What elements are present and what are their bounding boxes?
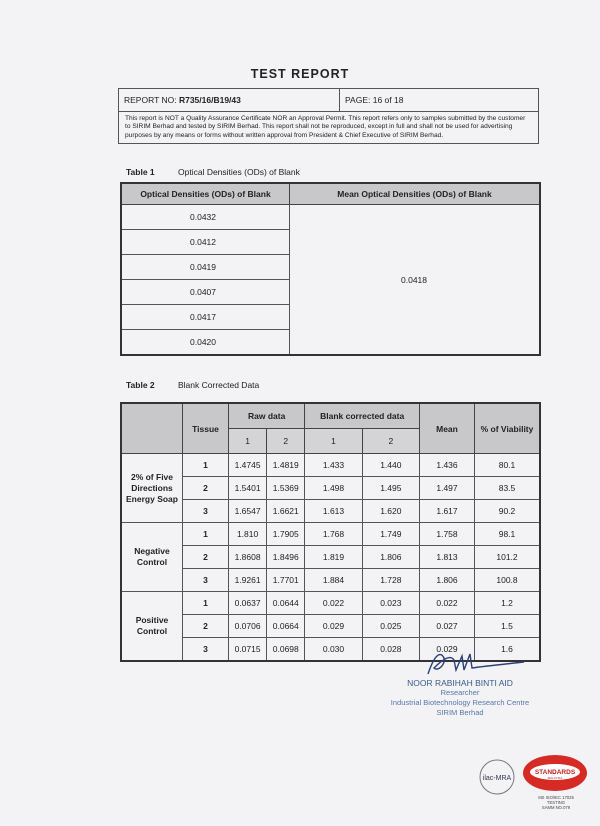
- standards-logo-text: STANDARDS: [534, 769, 576, 776]
- tissue-number: 1: [183, 592, 229, 615]
- blank-od-table: [120, 182, 541, 356]
- raw-value-1: 0.0715: [229, 638, 267, 662]
- table2-row: [121, 569, 540, 592]
- viability-value: 98.1: [475, 523, 541, 546]
- blank-od-value: 0.0419: [121, 255, 290, 280]
- tissue-number: 3: [183, 638, 229, 662]
- viability-value: 100.8: [475, 569, 541, 592]
- viability-value: 83.5: [475, 477, 541, 500]
- raw-value-1: 0.0706: [229, 615, 267, 638]
- raw-value-2: 1.4819: [267, 454, 305, 477]
- page-number: PAGE: 16 of 18: [340, 89, 539, 112]
- sample-group-label: 2% of Five Directions Energy Soap: [121, 454, 183, 523]
- tissue-number: 2: [183, 546, 229, 569]
- table2-header-mean: Mean: [420, 403, 475, 454]
- mean-value: 1.813: [420, 546, 475, 569]
- blank-corrected-2: 1.495: [362, 477, 419, 500]
- blank-od-value: 0.0417: [121, 305, 290, 330]
- blank-od-value: 0.0432: [121, 205, 290, 230]
- raw-value-1: 1.4745: [229, 454, 267, 477]
- accreditation-number: SAMM NO.079: [541, 805, 571, 810]
- table2-body: [121, 454, 540, 662]
- raw-value-2: 1.5369: [267, 477, 305, 500]
- raw-value-2: 1.7905: [267, 523, 305, 546]
- table2-row: [121, 615, 540, 638]
- report-number-label: REPORT NO:: [124, 95, 177, 105]
- raw-value-1: 1.5401: [229, 477, 267, 500]
- blank-od-value: 0.0407: [121, 280, 290, 305]
- viability-value: 1.5: [475, 615, 541, 638]
- blank-corrected-2: 0.028: [362, 638, 419, 662]
- raw-value-1: 1.6547: [229, 500, 267, 523]
- table2-row: [121, 454, 540, 477]
- blank-od-value: 0.0412: [121, 230, 290, 255]
- table2-header-raw-1: 1: [229, 429, 267, 454]
- table2-header-blank: Blank corrected data: [305, 403, 420, 429]
- table2-row: [121, 477, 540, 500]
- viability-value: 101.2: [475, 546, 541, 569]
- report-header-table: [118, 88, 539, 144]
- tissue-number: 3: [183, 500, 229, 523]
- signature-block: [360, 648, 560, 718]
- accreditation-standard: MS ISO/IEC 17025: [538, 795, 574, 800]
- mean-value: 0.027: [420, 615, 475, 638]
- table1-row: [121, 205, 540, 230]
- raw-value-2: 0.0698: [267, 638, 305, 662]
- blank-corrected-1: 1.884: [305, 569, 362, 592]
- blank-corrected-1: 0.030: [305, 638, 362, 662]
- table2-row: [121, 500, 540, 523]
- raw-value-1: 0.0637: [229, 592, 267, 615]
- table1-header-od: Optical Densities (ODs) of Blank: [121, 183, 290, 205]
- blank-corrected-1: 1.613: [305, 500, 362, 523]
- raw-value-2: 0.0664: [267, 615, 305, 638]
- table2-header-viability: % of Viability: [475, 403, 541, 454]
- standards-logo-subtext: MALAYSIA: [547, 776, 563, 780]
- blank-corrected-2: 1.749: [362, 523, 419, 546]
- tissue-number: 1: [183, 523, 229, 546]
- viability-value: 1.2: [475, 592, 541, 615]
- report-notice: This report is NOT a Quality Assurance Certificate NOR an Approval Permit. This report refers only to samples submitted by the customer to SIRIM Berhad and tested by SIRIM Berhad. This report shall not be reproduced, except in full and shall not be used for advertising purposes by any means or forms without written approval from President & Chief Executive of SIRIM Berhad.: [119, 112, 539, 144]
- ilac-mra-logo: [478, 758, 516, 796]
- viability-value: 80.1: [475, 454, 541, 477]
- tissue-number: 3: [183, 569, 229, 592]
- blank-corrected-1: 1.498: [305, 477, 362, 500]
- table1-title: Optical Densities (ODs) of Blank: [178, 167, 300, 177]
- report-number: R735/16/B19/43: [178, 95, 241, 105]
- ilac-logo-text: ilac-MRA: [482, 775, 512, 782]
- tissue-number: 1: [183, 454, 229, 477]
- sample-group-label: Positive Control: [121, 592, 183, 662]
- table1-header-mean: Mean Optical Densities (ODs) of Blank: [290, 183, 541, 205]
- table2-row: [121, 592, 540, 615]
- blank-corrected-1: 1.768: [305, 523, 362, 546]
- mean-value: 1.617: [420, 500, 475, 523]
- sample-group-label: Negative Control: [121, 523, 183, 592]
- viability-value: 1.6: [475, 638, 541, 662]
- blank-corrected-2: 1.620: [362, 500, 419, 523]
- blank-corrected-1: 0.022: [305, 592, 362, 615]
- mean-value: 1.758: [420, 523, 475, 546]
- table2-header-raw: Raw data: [229, 403, 305, 429]
- mean-value: 1.436: [420, 454, 475, 477]
- mean-value: 1.497: [420, 477, 475, 500]
- blank-od-value: 0.0420: [121, 330, 290, 356]
- blank-corrected-1: 0.029: [305, 615, 362, 638]
- table1-label: Table 1: [126, 167, 155, 177]
- page-title: TEST REPORT: [250, 67, 350, 81]
- table1-body: [121, 205, 540, 356]
- table2-row: [121, 523, 540, 546]
- raw-value-1: 1.810: [229, 523, 267, 546]
- report-number-cell: [119, 89, 340, 112]
- blank-od-mean: 0.0418: [290, 205, 541, 356]
- table2-header-blank-1: 1: [305, 429, 362, 454]
- accreditation-type: TESTING: [546, 800, 566, 805]
- table2-header-blank-2: 2: [362, 429, 419, 454]
- table2-header-raw-2: 2: [267, 429, 305, 454]
- blank-corrected-1: 1.433: [305, 454, 362, 477]
- table2-row: [121, 546, 540, 569]
- blank-corrected-2: 0.025: [362, 615, 419, 638]
- standards-malaysia-logo: [520, 752, 590, 794]
- blank-corrected-2: 1.806: [362, 546, 419, 569]
- table1-caption: [126, 167, 300, 177]
- raw-value-1: 1.8608: [229, 546, 267, 569]
- signatory-role: Researcher: [440, 688, 480, 697]
- raw-value-2: 0.0644: [267, 592, 305, 615]
- blank-corrected-2: 1.440: [362, 454, 419, 477]
- tissue-number: 2: [183, 615, 229, 638]
- raw-value-1: 1.9261: [229, 569, 267, 592]
- table2-title: Blank Corrected Data: [178, 380, 260, 390]
- signatory-name: NOOR RABIHAH BINTI AID: [407, 678, 513, 688]
- blank-corrected-table: [120, 402, 541, 662]
- mean-value: 0.029: [420, 638, 475, 662]
- table2-label: Table 2: [126, 380, 155, 390]
- blank-corrected-2: 0.023: [362, 592, 419, 615]
- signatory-department: Industrial Biotechnology Research Centre: [390, 698, 530, 707]
- mean-value: 1.806: [420, 569, 475, 592]
- mean-value: 0.022: [420, 592, 475, 615]
- blank-corrected-2: 1.728: [362, 569, 419, 592]
- accreditation-caption: [524, 795, 588, 810]
- blank-corrected-1: 1.819: [305, 546, 362, 569]
- signatory-organization: SIRIM Berhad: [436, 708, 484, 717]
- raw-value-2: 1.7701: [267, 569, 305, 592]
- table2-caption: [126, 380, 259, 390]
- raw-value-2: 1.8496: [267, 546, 305, 569]
- table2-header-group: [121, 403, 183, 454]
- table2-header-tissue: Tissue: [183, 403, 229, 454]
- tissue-number: 2: [183, 477, 229, 500]
- viability-value: 90.2: [475, 500, 541, 523]
- raw-value-2: 1.6621: [267, 500, 305, 523]
